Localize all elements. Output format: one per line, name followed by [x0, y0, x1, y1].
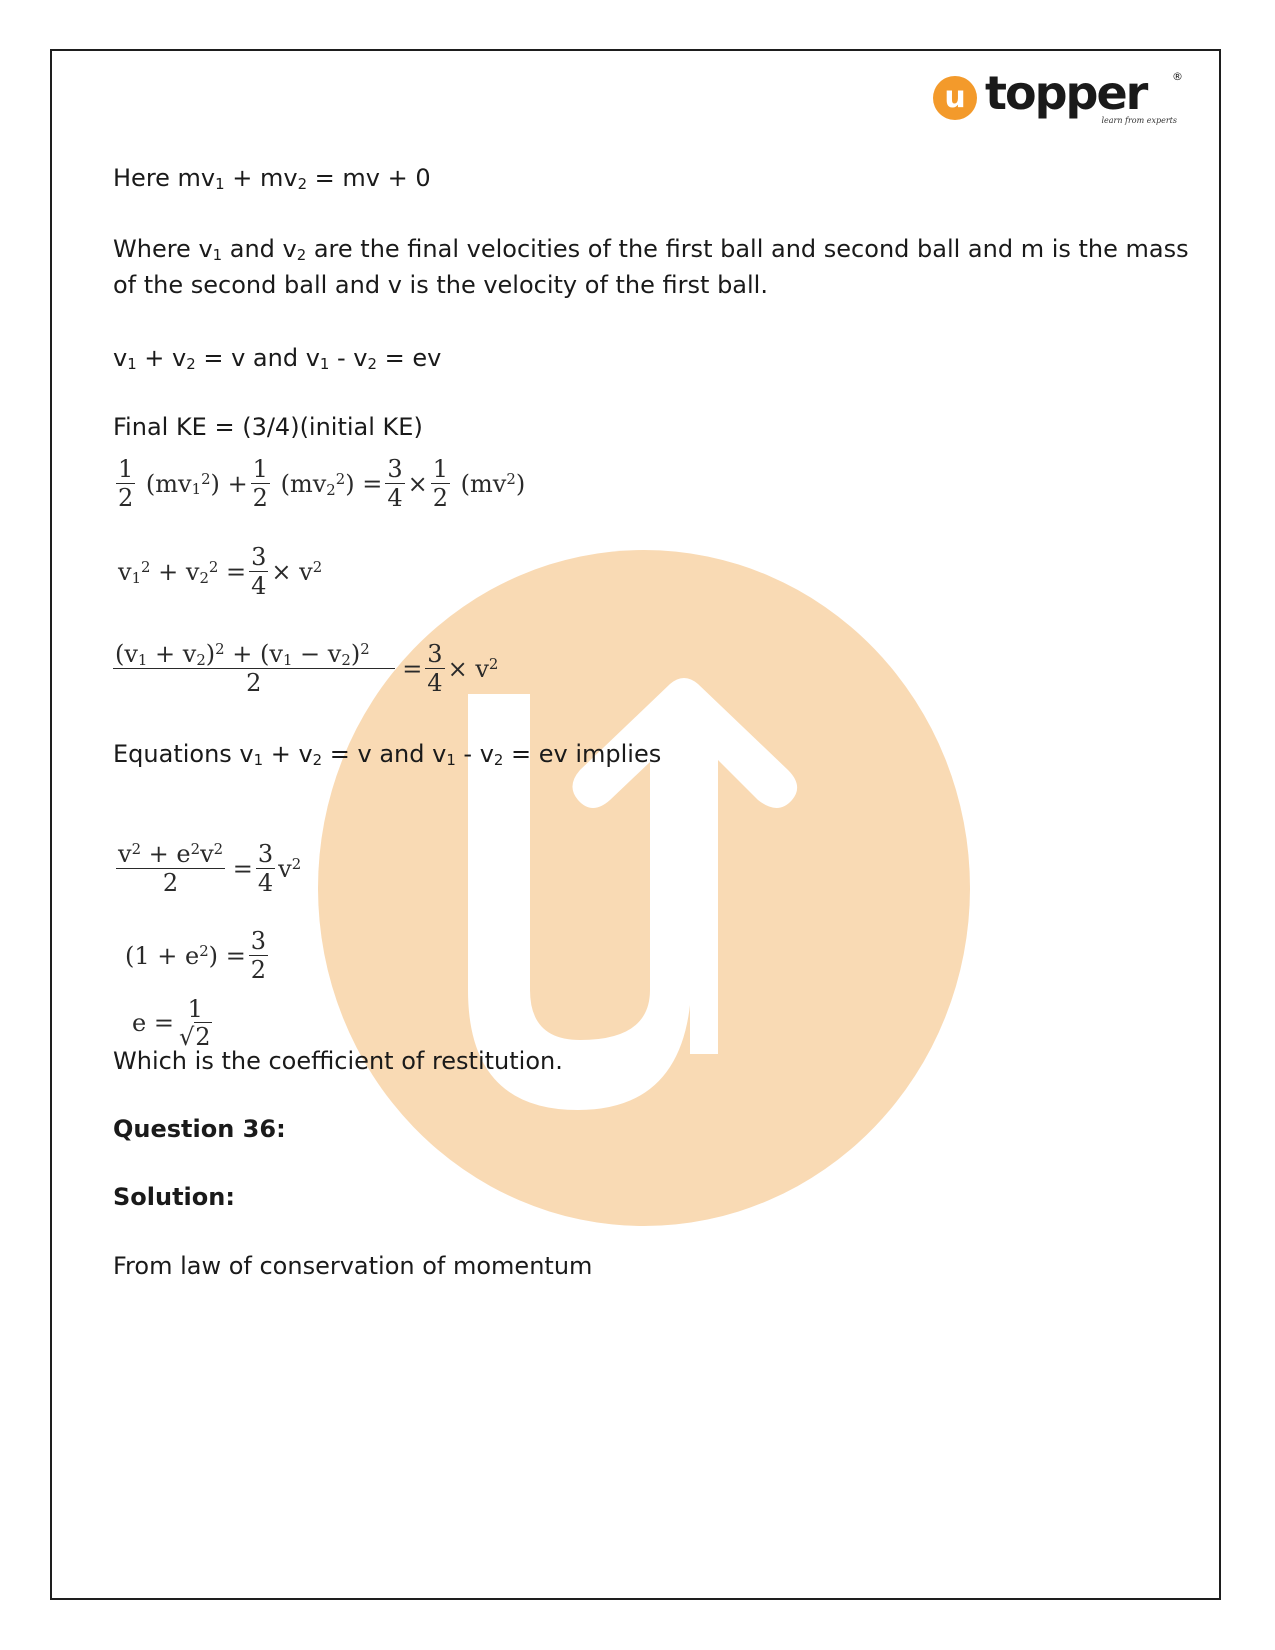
logo-mark-icon: u: [933, 76, 977, 120]
momentum-law-statement: From law of conservation of momentum: [113, 1252, 593, 1280]
velocity-squared-equation: $v_1^2 + v_2^2$ = $\frac{3}{4}$ × $v^2$: [118, 543, 323, 600]
equations-implies: Equations $v_1 + v_2 = v$ and $v_1 - v_2$ = ev implies: [113, 740, 662, 769]
restitution-equation: $\frac{v^2 + e^2v^2}{2}$ = $\frac{3}{4}$ $v^2$: [118, 839, 302, 897]
velocity-relations: $v_1 + v_2 = v$ and $v_1 - v_2$ = ev: [113, 344, 442, 373]
one-plus-e-squared-equation: $(1 + e^2)$ = $\frac{3}{2}$: [125, 927, 267, 984]
topper-logo: [933, 66, 1183, 130]
e-value-equation: e = 1 √2: [132, 995, 211, 1051]
momentum-equation: Here $mv_1 + mv_2$ = mv + 0: [113, 164, 431, 193]
sum-difference-equation: $\frac{(v_1 + v_2)^2 + (v_1 - v_2)^2}{2}$ = $\frac{3}{4}$ × $v^2$: [115, 639, 499, 697]
definition-line-1: Where $v_1$ and $v_2$ are the final velocities of the first ball and second ball and m is the mass: [113, 235, 1189, 264]
solution-heading: Solution:: [113, 1183, 235, 1211]
question-heading: Question 36:: [113, 1115, 286, 1143]
coefficient-statement: Which is the coefficient of restitution.: [113, 1047, 563, 1075]
registered-mark: ®: [1172, 70, 1183, 83]
logo-tagline: learn from experts: [1101, 116, 1177, 125]
final-ke-statement: Final KE = (3/4)(initial KE): [113, 413, 423, 441]
ke-equation: $\frac{1}{2}$ $(mv_1^2)$ + $\frac{1}{2}$ $(mv_2^2)$ = $\frac{3}{4}$ × $\frac{1}{2}$ $(mv^2)$: [118, 455, 526, 512]
definition-line-2: of the second ball and v is the velocity of the first ball.: [113, 271, 768, 299]
logo-wordmark: topper: [985, 66, 1147, 120]
